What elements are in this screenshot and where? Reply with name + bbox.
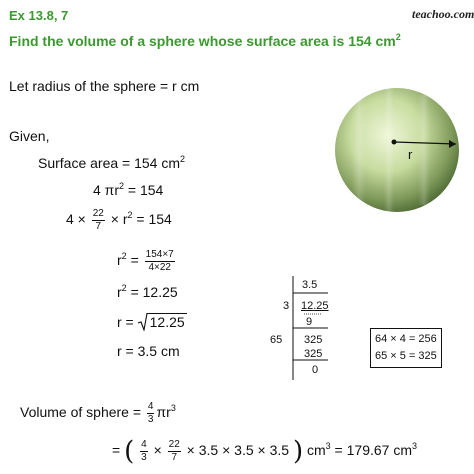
eq2-b: × r [110,211,128,228]
eq3-eq: = [126,252,143,269]
eq2-sup: 2 [127,210,133,221]
volume-inner-frac-1 [140,440,148,463]
volume-eq-sign: = [112,442,121,459]
equation-5 [117,314,187,330]
equation-3 [117,250,177,273]
eq3-sup: 2 [121,251,127,262]
eq3-num: 154×7 [145,249,174,260]
long-division [268,276,368,386]
sphere-icon [332,85,462,215]
dividend-a-text: 12 [301,300,314,312]
volume-label: Volume of sphere = [20,404,145,421]
equation-1 [93,182,163,198]
eq1-sup: 2 [119,181,125,191]
sphere-figure [332,85,462,215]
inner-num-1: 4 [141,439,147,450]
volume-frac-num: 4 [147,401,154,412]
question-sup: 2 [395,32,401,42]
radius-label: r [408,147,413,162]
eq3-fraction [145,250,175,273]
volume-tail: πr [156,404,171,421]
eq1-left: 4 πr [93,182,119,198]
sa-text: Surface area = 154 cm [38,155,181,171]
question-main: Find the volume of a sphere whose surface area is 154 cm [9,33,396,49]
eq3-den: 4×22 [148,262,171,273]
remainder-2: 0 [312,364,319,376]
calc-line-1: 64 × 4 = 256 [375,333,437,345]
radicand: 12.25 [149,314,185,330]
surface-area-line [38,155,185,171]
given-label: Given, [9,128,50,144]
dividend-b-text: .25 [313,300,329,312]
volume-unit: cm [303,442,326,459]
eq4-lhs: r [117,284,122,300]
eq5-lhs: r = [117,314,138,330]
eq4-rhs: = 12.25 [126,284,178,300]
inner-mid: × [149,442,166,459]
dividend-a [301,300,329,312]
volume-unit-sup: 3 [325,441,331,452]
exercise-number: Ex 13.8, 7 [9,8,69,23]
eq2-num: 22 [92,208,104,219]
volume-frac [147,402,155,425]
radical-sign-icon [138,313,148,331]
subtract-2: 325 [304,348,323,360]
inner-den-2: 7 [171,452,177,463]
calc-line-2: 65 × 5 = 325 [375,350,437,362]
volume-result-sup: 3 [412,441,418,452]
eq4-sup: 2 [121,283,127,293]
let-statement: Let radius of the sphere = r cm [9,78,200,94]
calculation-box [370,328,442,368]
inner-rest: × 3.5 × 3.5 × 3.5 [182,442,290,459]
open-paren-icon: ( [124,436,135,467]
divisor-2: 65 [270,334,283,346]
equation-4 [117,284,178,300]
eq2-den: 7 [95,221,102,232]
eq2-fraction [92,209,105,232]
eq2-a: 4 × [66,211,86,228]
eq3-lhs: r [117,252,122,269]
volume-frac-den: 3 [147,414,154,425]
divisor-1: 3 [283,300,290,312]
quotient: 3.5 [302,279,318,291]
subtract-1: 9 [306,316,313,328]
inner-den-1: 3 [141,452,147,463]
eq2-c: = 154 [132,211,172,228]
volume-inner-frac-2 [168,440,181,463]
volume-formula [20,402,176,425]
equation-6: r = 3.5 cm [117,343,180,359]
close-paren-icon: ) [292,436,304,467]
equation-2 [66,209,172,232]
square-root [138,314,187,330]
brand-logo: teachoo.com [412,7,474,21]
volume-calculation [112,436,418,467]
remainder-1: 325 [304,334,323,346]
inner-num-2: 22 [168,439,180,450]
volume-result: = 179.67 cm [330,442,412,459]
sa-sup: 2 [180,154,186,164]
volume-tail-sup: 3 [170,403,176,414]
question-text [9,33,401,49]
eq1-right: = 154 [124,182,164,198]
